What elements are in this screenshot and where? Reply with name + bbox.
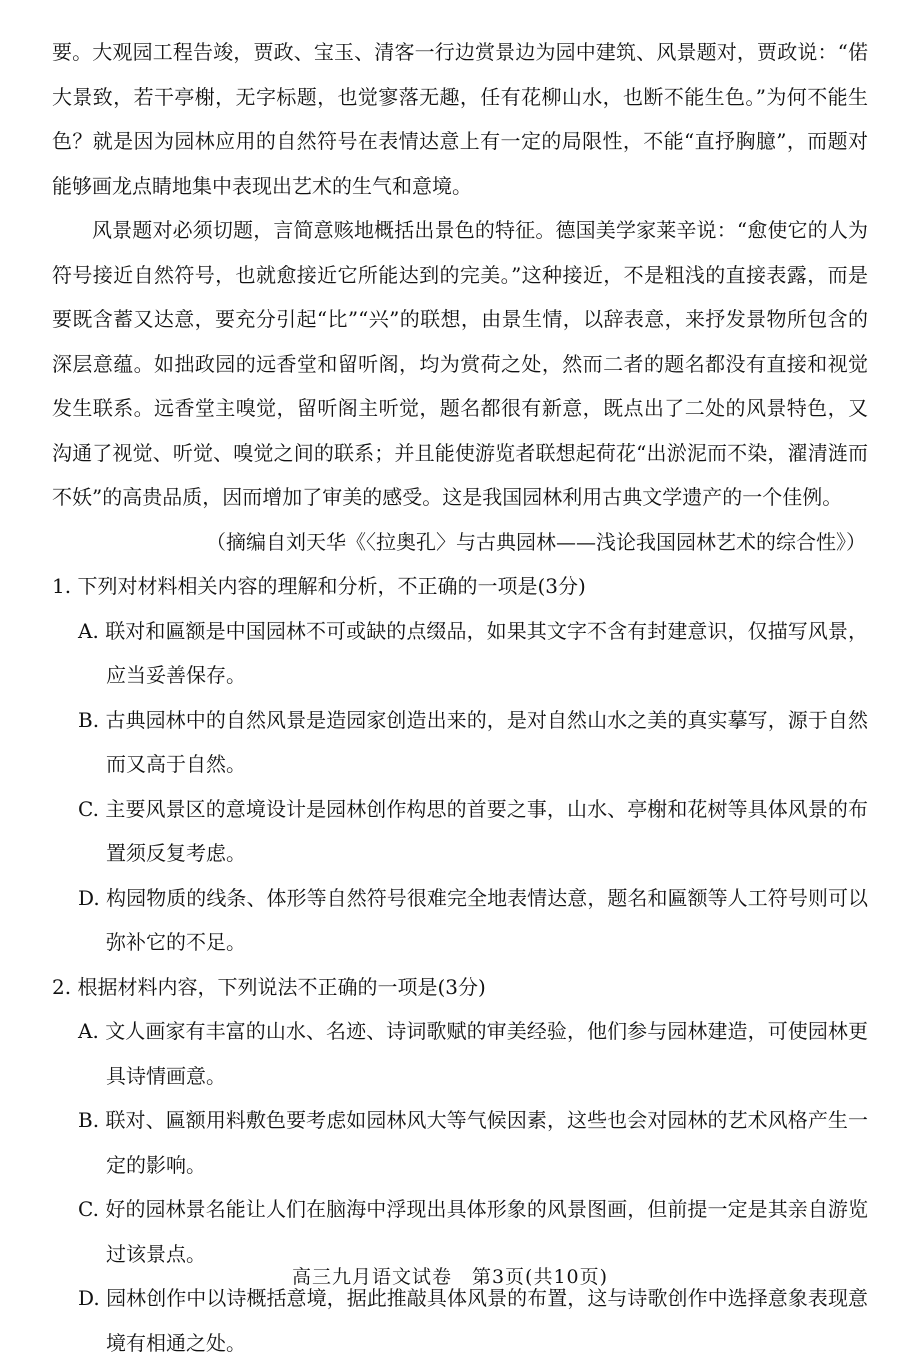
- question-stem: 1. 下列对材料相关内容的理解和分析，不正确的一项是(3分): [52, 564, 868, 609]
- option-a[interactable]: A. 文人画家有丰富的山水、名迹、诗词歌赋的审美经验，他们参与园林建造，可使园林更具诗情画意。: [78, 1009, 868, 1098]
- option-b[interactable]: B. 古典园林中的自然风景是造园家创造出来的，是对自然山水之美的真实摹写，源于自然而又高于自然。: [78, 698, 868, 787]
- question-2: [52, 965, 868, 1365]
- question-1: [52, 564, 868, 965]
- option-b[interactable]: B. 联对、匾额用料敷色要考虑如园林风大等气候因素，这些也会对园林的艺术风格产生一定的影响。: [78, 1098, 868, 1187]
- page-footer: 高三九月语文试卷 第3页(共10页): [0, 1262, 900, 1289]
- question-stem: 2. 根据材料内容，下列说法不正确的一项是(3分): [52, 965, 868, 1010]
- option-d[interactable]: D. 园林创作中以诗概括意境，据此推敲具体风景的布置，这与诗歌创作中选择意象表现意境有相通之处。: [78, 1276, 868, 1365]
- option-d[interactable]: D. 构园物质的线条、体形等自然符号很难完全地表情达意，题名和匾额等人工符号则可以弥补它的不足。: [78, 876, 868, 965]
- passage-paragraph-2: 风景题对必须切题，言简意赅地概括出景色的特征。德国美学家莱辛说：“愈使它的人为符号接近自然符号，也就愈接近它所能达到的完美。”这种接近，不是粗浅的直接表露，而是要既含蓄又达意，要充分引起“比”“兴”的联想，由景生情，以辞表意，来抒发景物所包含的深层意蕴。如拙政园的远香堂和留听阁，均为赏荷之处，然而二者的题名都没有直接和视觉发生联系。远香堂主嗅觉，留听阁主听觉，题名都很有新意，既点出了二处的风景特色，又沟通了视觉、听觉、嗅觉之间的联系；并且能使游览者联想起荷花“出淤泥而不染，濯清涟而不妖”的高贵品质，因而增加了审美的感受。这是我国园林利用古典文学遗产的一个佳例。: [52, 208, 868, 520]
- option-a[interactable]: A. 联对和匾额是中国园林不可或缺的点缀品，如果其文字不含有封建意识，仅描写风景，应当妥善保存。: [78, 609, 868, 698]
- source-citation: （摘编自刘天华《〈拉奥孔〉与古典园林——浅论我国园林艺术的综合性》）: [52, 520, 868, 565]
- option-c[interactable]: C. 好的园林景名能让人们在脑海中浮现出具体形象的风景图画，但前提一定是其亲自游览过该景点。: [78, 1187, 868, 1276]
- option-c[interactable]: C. 主要风景区的意境设计是园林创作构思的首要之事，山水、亭榭和花树等具体风景的布置须反复考虑。: [78, 787, 868, 876]
- passage-paragraph-1: 要。大观园工程告竣，贾政、宝玉、清客一行边赏景边为园中建筑、风景题对，贾政说：“偌大景致，若干亭榭，无字标题，也觉寥落无趣，任有花柳山水，也断不能生色。”为何不能生色？就是因为园林应用的自然符号在表情达意上有一定的局限性，不能“直抒胸臆”，而题对能够画龙点睛地集中表现出艺术的生气和意境。: [52, 30, 868, 208]
- page-body: [52, 30, 868, 1365]
